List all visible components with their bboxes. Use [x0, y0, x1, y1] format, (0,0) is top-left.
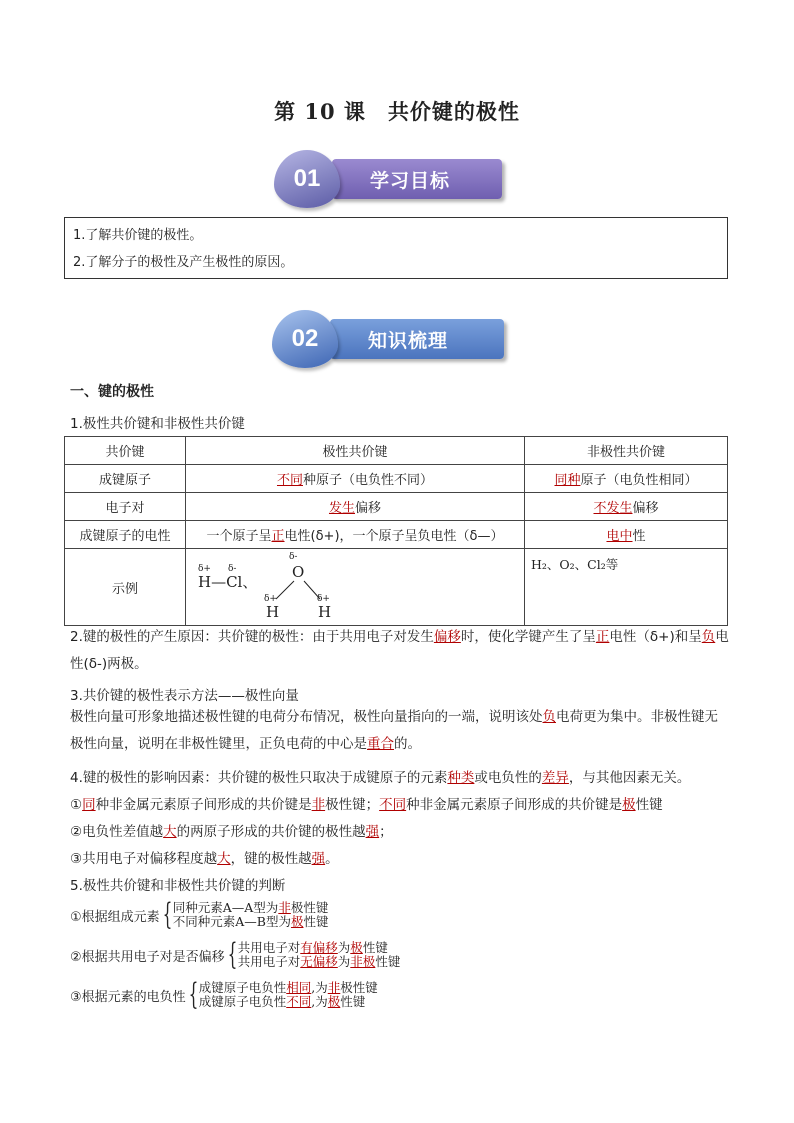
- subheading: 3.共价键的极性表示方法——极性向量: [70, 688, 299, 704]
- oxygen-atom: O: [292, 563, 305, 581]
- rule-label: ③根据元素的电负性: [70, 989, 186, 1005]
- goal-item: 1.了解共价键的极性。: [73, 228, 203, 243]
- table-header: 共价键: [65, 437, 186, 465]
- table-row: [65, 493, 728, 521]
- delta-minus-label: δ-: [289, 552, 298, 562]
- rule-line: 共用电子对有偏移为极性键: [237, 940, 388, 955]
- page-title: 第 10 课 共价键的极性: [274, 99, 520, 124]
- rule-line: 共用电子对无偏移为非极性键: [237, 954, 401, 969]
- delta-plus-label: δ+: [317, 594, 330, 604]
- table-row: [65, 549, 728, 626]
- table-cell: 一个原子呈正电性(δ+)，一个原子呈负电性（δ—）: [186, 521, 525, 549]
- table-row: [65, 521, 728, 549]
- o-h-bond: [276, 581, 294, 599]
- table-header: 非极性共价键: [525, 437, 728, 465]
- brace-icon: {: [188, 977, 198, 1012]
- badge-knowledge: [272, 310, 504, 368]
- judgment-rule: [70, 937, 401, 972]
- table-cell: 发生偏移: [186, 493, 525, 521]
- hydrogen-atom: H: [266, 603, 280, 621]
- brace-icon: {: [227, 937, 237, 972]
- rule-line: 成键原子电负性不同,为极性键: [198, 994, 366, 1009]
- rule-line: 同种元素A—A型为非极性键: [172, 900, 329, 915]
- delta-plus-label: δ+: [264, 594, 277, 604]
- delta-plus-label: δ+: [198, 564, 211, 574]
- goal-item: 2.了解分子的极性及产生极性的原因。: [73, 255, 294, 270]
- table-cell: 不发生偏移: [525, 493, 728, 521]
- rule-line: 不同种元素A—B型为极性键: [172, 914, 329, 929]
- badge-number: 01: [274, 150, 340, 208]
- subheading: 1.极性共价键和非极性共价键: [70, 416, 245, 432]
- paragraph-factors: 4.键的极性的影响因素：共价键的极性只取决于成键原子的元素种类或电负性的差异，与其他因素无关。: [70, 770, 691, 786]
- row-label: 电子对: [65, 493, 186, 521]
- bond-structure-diagram: [186, 549, 386, 625]
- table-row: [65, 465, 728, 493]
- rule-label: ①根据组成元素: [70, 909, 160, 925]
- brace-icon: {: [162, 897, 172, 932]
- table-cell: 电中性: [525, 521, 728, 549]
- goals-box: [64, 217, 728, 279]
- factor-item: ③共用电子对偏移程度越大，键的极性越强。: [70, 851, 339, 867]
- judgment-rule: [70, 897, 329, 932]
- row-label: 示例: [65, 549, 186, 626]
- delta-minus-label: δ-: [228, 564, 237, 574]
- section-heading: 一、键的极性: [70, 384, 154, 400]
- factor-item: ①同种非金属元素原子间形成的共价键是非极性键；不同种非金属元素原子间形成的共价键是极性键: [70, 797, 663, 813]
- paragraph-polarity-vector: 极性向量可形象地描述极性键的电荷分布情况，极性向量指向的一端，说明该处负电荷更为集中。非极性键无极性向量，说明在非极性键里，正负电荷的中心是重合的。: [70, 709, 718, 752]
- hydrogen-atom: H: [318, 603, 332, 621]
- badge-learning-goals: [274, 150, 502, 208]
- rule-line: 成键原子电负性相同,为非极性键: [198, 980, 378, 995]
- hcl-formula: H—Cl、: [198, 573, 258, 591]
- row-label: 成键原子: [65, 465, 186, 493]
- badge-label: 知识梳理: [330, 319, 504, 359]
- bond-table: [64, 436, 728, 626]
- judgment-rule: [70, 977, 378, 1012]
- table-cell: 同种原子（电负性相同）: [525, 465, 728, 493]
- table-cell: H₂、O₂、Cl₂等: [525, 549, 728, 626]
- paragraph-bond-polarity-cause: 2.键的极性的产生原因：共价键的极性：由于共用电子对发生偏移时，使化学键产生了呈正电性（δ+)和呈负电性(δ-)两极。: [70, 629, 729, 672]
- row-label: 成键原子的电性: [65, 521, 186, 549]
- subheading: 5.极性共价键和非极性共价键的判断: [70, 878, 286, 894]
- table-header: 极性共价键: [186, 437, 525, 465]
- rule-label: ②根据共用电子对是否偏移: [70, 949, 225, 965]
- badge-label: 学习目标: [332, 159, 502, 199]
- factor-item: ②电负性差值越大的两原子形成的共价键的极性越强；: [70, 824, 393, 840]
- table-cell: 不同种原子（电负性不同）: [186, 465, 525, 493]
- table-header-row: [65, 437, 728, 465]
- badge-number: 02: [272, 310, 338, 368]
- example-structures: [186, 549, 525, 626]
